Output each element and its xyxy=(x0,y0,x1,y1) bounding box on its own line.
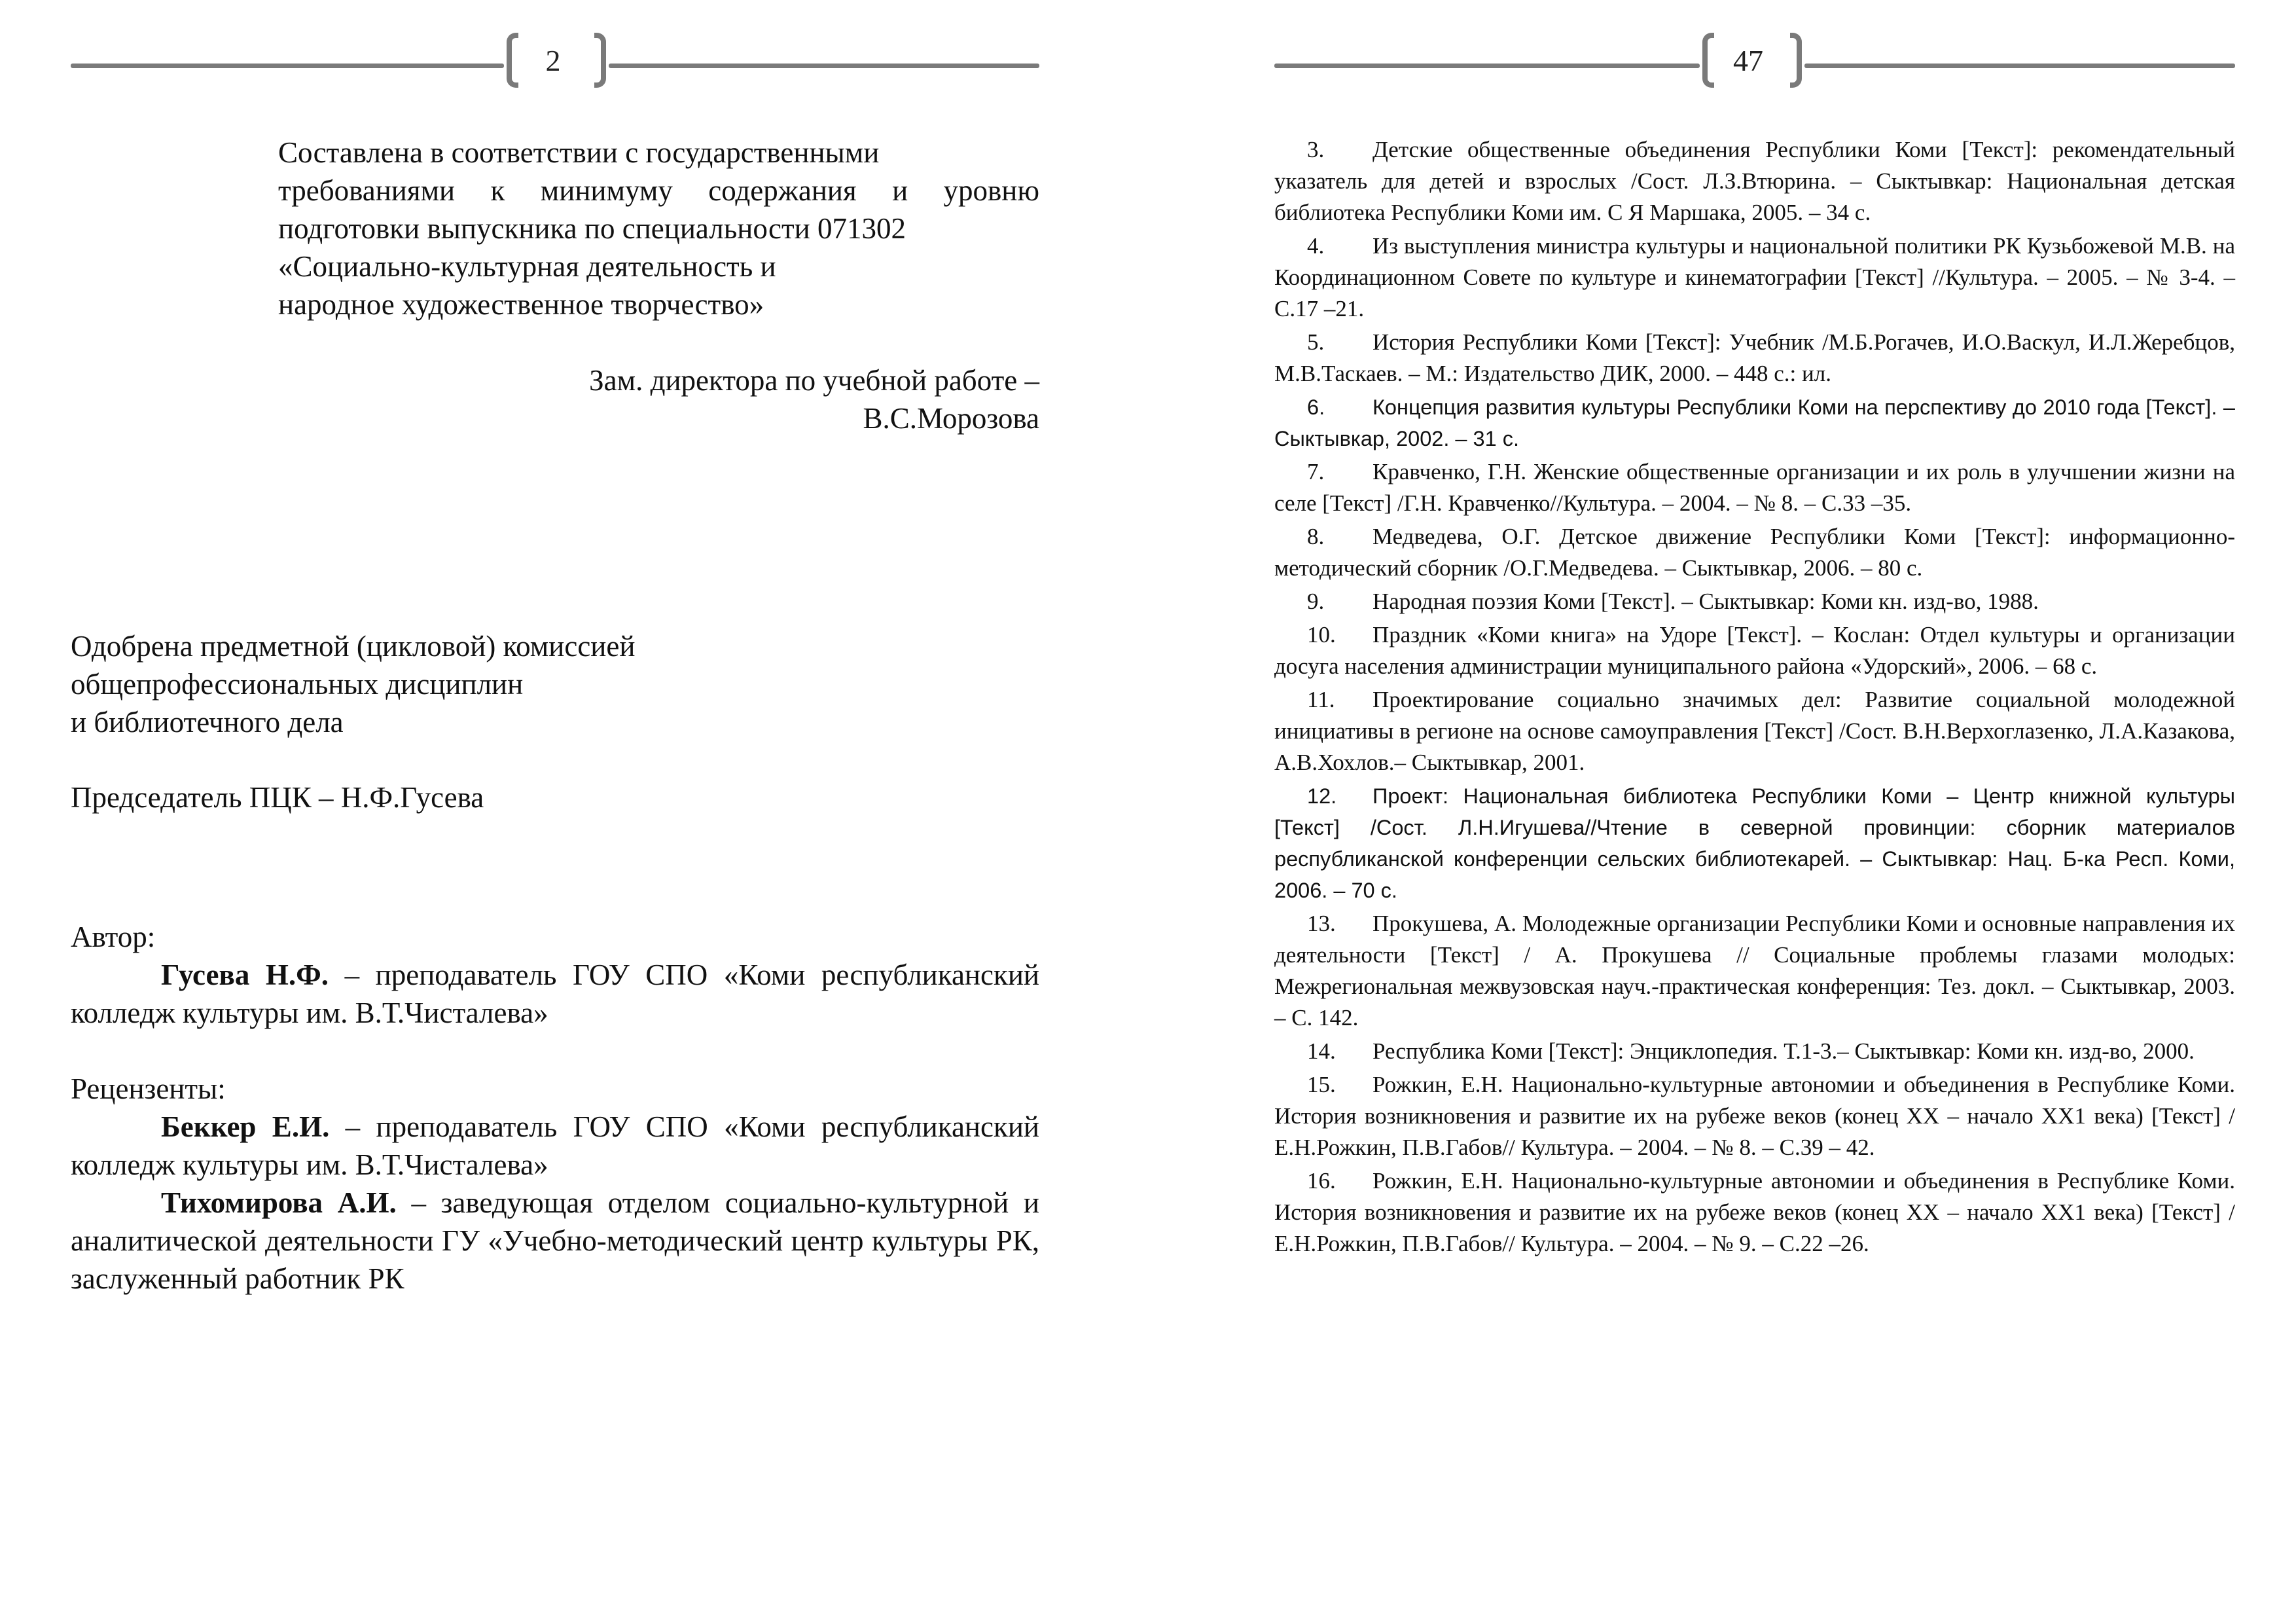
chairman-text: Председатель ПЦК – Н.Ф.Гусева xyxy=(71,781,484,814)
item-text: Проектирование социально значимых дел: Развитие социальной молодежной инициативы в регионе на основе самоуправления [Текст] /Сост. В.Н.Верхоглазенко, Л.А.Казакова, А.В.Хохлов.– Сыктывкар, 2001. xyxy=(1274,687,2235,775)
bracket-open-icon xyxy=(1702,33,1714,88)
item-text: Кравченко, Г.Н. Женские общественные организации и их роль в улучшении жизни на селе [Текст] /Г.Н. Кравченко//Культура. – 2004. – № 8. – С.33 –35. xyxy=(1274,459,2235,516)
item-text: Республика Коми [Текст]: Энциклопедия. Т.1-3.– Сыктывкар: Коми кн. изд-во, 2000. xyxy=(1372,1038,2195,1064)
item-number: 6. xyxy=(1307,395,1325,419)
bibliography-item xyxy=(1274,684,2235,778)
item-number: 14. xyxy=(1307,1038,1336,1064)
reviewer-entry xyxy=(71,1108,1039,1184)
item-text: Праздник «Коми книга» на Удоре [Текст]. – Кослан: Отдел культуры и организации досуга населения администрации муниципального района «Удорский», 2006. – 68 с. xyxy=(1274,622,2235,679)
item-number: 5. xyxy=(1307,329,1325,355)
reviewer-desc: – преподаватель ГОУ СПО «Коми республиканский колледж культуры им. В.Т.Чисталева» xyxy=(71,1110,1039,1181)
right-page xyxy=(1274,0,2235,1623)
item-text: Прокушева, А. Молодежные организации Республики Коми и основные направления их деятельности [Текст] / А. Прокушева // Социальные проблемы глазами молодых: Межрегиональная межвузовская науч.-практическая конференция: Тез. докл. – Сыктывкар, 2003. – С. 142. xyxy=(1274,911,2235,1030)
reviewers-heading: Рецензенты: xyxy=(71,1072,226,1105)
bibliography-item xyxy=(1274,230,2235,325)
compiled-line: подготовки выпускника по специальности 071302 xyxy=(278,212,906,245)
chairman-line xyxy=(71,778,1039,816)
item-text: Концепция развития культуры Республики Коми на перспективу до 2010 года [Текст]. – Сыктывкар, 2002. – 31 с. xyxy=(1274,395,2235,450)
header-rule-left xyxy=(1274,64,1700,68)
author-name: Гусева Н.Ф. xyxy=(161,958,329,991)
reviewer-name: Тихомирова А.И. xyxy=(161,1186,397,1219)
item-number: 15. xyxy=(1307,1072,1336,1097)
item-number: 8. xyxy=(1307,524,1325,549)
bibliography-item xyxy=(1274,619,2235,682)
item-number: 11. xyxy=(1307,687,1335,712)
bracket-close-icon xyxy=(1790,33,1802,88)
bibliography-item xyxy=(1274,521,2235,584)
compiled-line: «Социально-культурная деятельность и xyxy=(278,250,776,283)
author-block xyxy=(71,918,1039,1032)
bibliography-item xyxy=(1274,392,2235,454)
reviewer-name: Беккер Е.И. xyxy=(161,1110,330,1143)
bibliography-item xyxy=(1274,1036,2235,1067)
item-text: Народная поэзия Коми [Текст]. – Сыктывкар: Коми кн. изд-во, 1988. xyxy=(1372,589,2039,614)
bibliography-item xyxy=(1274,780,2235,906)
item-text: Рожкин, Е.Н. Национально-культурные автономии и объединения в Республике Коми. История возникновения и развитие их на рубеже веков (конец XX – начало XX1 века) [Текст] /Е.Н.Рожкин, П.В.Габов// Культура. – 2004. – № 8. – С.39 – 42. xyxy=(1274,1072,2235,1160)
bracket-close-icon xyxy=(594,33,606,88)
bibliography-item xyxy=(1274,1069,2235,1163)
bibliography-item xyxy=(1274,1165,2235,1260)
author-entry xyxy=(71,956,1039,1032)
item-text: Рожкин, Е.Н. Национально-культурные автономии и объединения в Республике Коми. История возникновения и развитие их на рубеже веков (конец XX – начало XX1 века) [Текст] /Е.Н.Рожкин, П.В.Габов// Культура. – 2004. – № 9. – С.22 –26. xyxy=(1274,1168,2235,1256)
compiled-line: Составлена в соответствии с государственными xyxy=(278,136,880,169)
bracket-open-icon xyxy=(507,33,518,88)
author-heading: Автор: xyxy=(71,921,156,953)
header-rule-right xyxy=(609,64,1039,68)
deputy-signature xyxy=(278,361,1039,437)
bibliography-item xyxy=(1274,586,2235,617)
item-text: Детские общественные объединения Республики Коми [Текст]: рекомендательный указатель для детей и взрослых /Сост. Л.З.Втюрина. – Сыктывкар: Национальная детская библиотека Республики Коми им. С Я Маршака, 2005. – 34 с. xyxy=(1274,137,2235,225)
approval-block xyxy=(71,627,1039,741)
deputy-title: Зам. директора по учебной работе – xyxy=(589,364,1039,397)
deputy-name: В.С.Морозова xyxy=(863,402,1039,435)
item-text: История Республики Коми [Текст]: Учебник /М.Б.Рогачев, И.О.Васкул, И.Л.Жеребцов, М.В.Таскаев. – М.: Издательство ДИК, 2000. – 448 с.: ил. xyxy=(1274,329,2235,386)
page-number: 2 xyxy=(545,44,561,77)
header-rule-left xyxy=(71,64,504,68)
approval-line: и библиотечного дела xyxy=(71,706,344,739)
left-page xyxy=(71,0,1039,1623)
item-number: 9. xyxy=(1307,589,1325,614)
item-number: 16. xyxy=(1307,1168,1336,1194)
author-desc: – преподаватель ГОУ СПО «Коми республиканский колледж культуры им. В.Т.Чисталева» xyxy=(71,958,1040,1029)
page-header-right xyxy=(1274,26,2235,94)
approval-line: Одобрена предметной (цикловой) комиссией xyxy=(71,630,636,663)
item-number: 4. xyxy=(1307,233,1325,259)
bibliography-item xyxy=(1274,908,2235,1034)
reviewer-desc: – заведующая отделом социально-культурной и аналитической деятельности ГУ «Учебно-методический центр культуры РК, заслуженный работник РК xyxy=(71,1186,1039,1295)
compiled-line: народное художественное творчество» xyxy=(278,288,764,321)
compiled-line: требованиями к минимуму содержания и уровню xyxy=(278,174,1039,207)
page-header-left xyxy=(71,26,1039,94)
bibliography-list xyxy=(1274,134,2235,1262)
compiled-statement xyxy=(278,134,1039,323)
item-text: Из выступления министра культуры и национальной политики РК Кузьбожевой М.В. на Координационном Совете по культуре и кинематографии [Текст] //Культура. – 2005. – № 3-4. – С.17 –21. xyxy=(1274,233,2235,321)
item-text: Медведева, О.Г. Детское движение Республики Коми [Текст]: информационно-методический сборник /О.Г.Медведева. – Сыктывкар, 2006. – 80 с. xyxy=(1274,524,2235,581)
bibliography-item xyxy=(1274,134,2235,228)
approval-line: общепрофессиональных дисциплин xyxy=(71,668,524,701)
item-text: Проект: Национальная библиотека Республики Коми – Центр книжной культуры [Текст] /Сост. Л.Н.Игушева//Чтение в северной провинции: сборник материалов республиканской конференции сельских библиотекарей. – Сыктывкар: Нац. Б-ка Респ. Коми, 2006. – 70 с. xyxy=(1274,784,2235,902)
header-rule-right xyxy=(1804,64,2235,68)
item-number: 13. xyxy=(1307,911,1336,936)
reviewer-entry xyxy=(71,1184,1039,1298)
item-number: 10. xyxy=(1307,622,1336,647)
item-number: 3. xyxy=(1307,137,1325,162)
reviewers-block xyxy=(71,1070,1039,1298)
bibliography-item xyxy=(1274,327,2235,390)
item-number: 7. xyxy=(1307,459,1325,484)
item-number: 12. xyxy=(1307,784,1337,808)
page-number: 47 xyxy=(1733,44,1763,77)
bibliography-item xyxy=(1274,456,2235,519)
